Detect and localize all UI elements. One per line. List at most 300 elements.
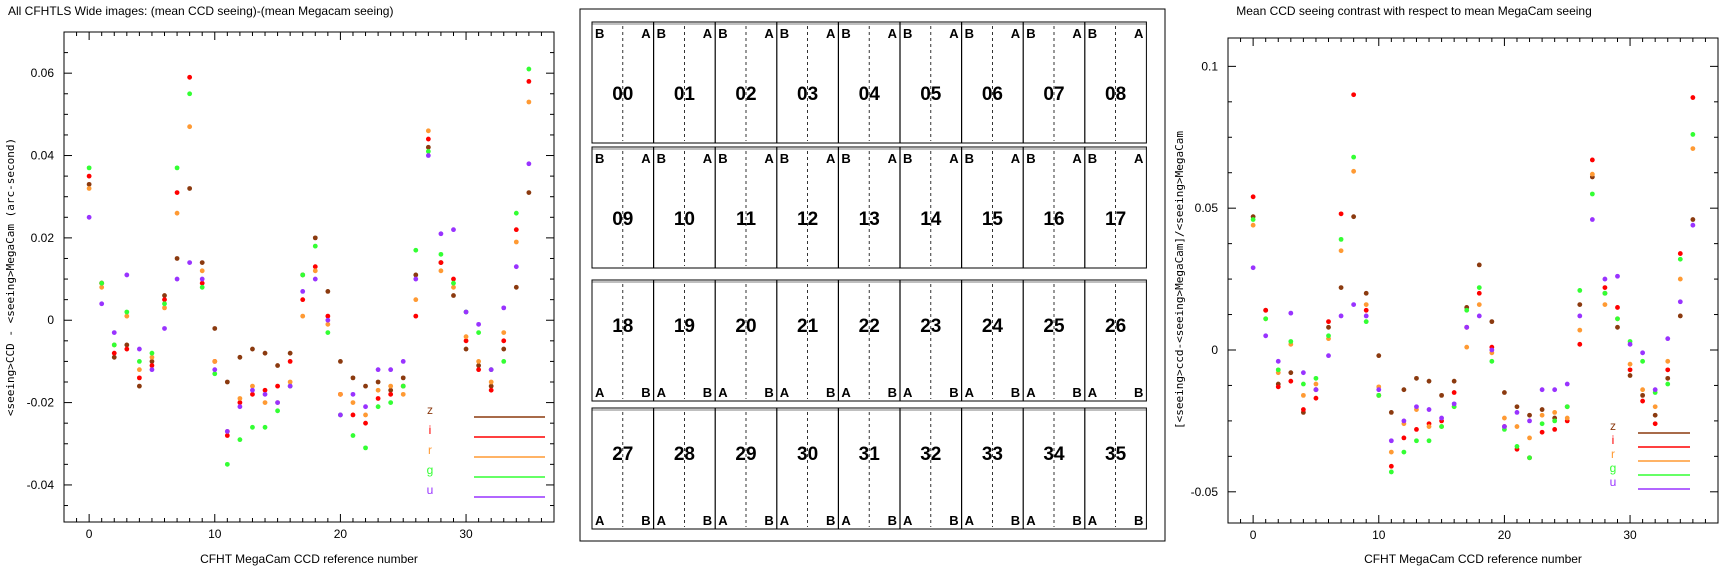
left-point-u-35 xyxy=(526,161,531,166)
right-point-r-24 xyxy=(1552,410,1557,415)
right-point-g-18 xyxy=(1477,285,1482,290)
left-point-r-17 xyxy=(300,314,305,319)
right-legend-label-u: u xyxy=(1609,475,1617,489)
right-point-u-0 xyxy=(1251,265,1256,270)
right-y-tick-label: -0.05 xyxy=(1190,484,1218,499)
right-point-u-27 xyxy=(1590,217,1595,222)
right-x-tick-label: 10 xyxy=(1372,528,1386,542)
right-point-r-20 xyxy=(1502,416,1507,421)
right-point-g-3 xyxy=(1288,339,1293,344)
left-point-g-0 xyxy=(87,165,92,170)
left-plot-frame xyxy=(64,32,554,522)
left-point-g-3 xyxy=(124,310,129,315)
ccd-17-number: 17 xyxy=(1105,209,1127,230)
ccd-12-number: 12 xyxy=(797,209,819,230)
right-point-z-7 xyxy=(1339,285,1344,290)
left-point-u-2 xyxy=(112,330,117,335)
right-point-z-6 xyxy=(1326,325,1331,330)
right-point-u-14 xyxy=(1427,407,1432,412)
ccd-09-amp-left: B xyxy=(595,151,605,166)
right-point-i-34 xyxy=(1678,251,1683,256)
left-point-r-14 xyxy=(263,400,268,405)
ccd-05-number: 05 xyxy=(920,84,942,105)
ccd-30-amp-left: A xyxy=(779,513,790,528)
left-point-g-28 xyxy=(439,252,444,257)
right-point-u-24 xyxy=(1552,387,1557,392)
left-point-z-12 xyxy=(237,355,242,360)
left-x-tick-label: 30 xyxy=(459,527,473,541)
left-point-i-13 xyxy=(250,392,255,397)
ccd-27-amp-right: B xyxy=(641,513,651,528)
right-point-u-11 xyxy=(1389,438,1394,443)
ccd-07-amp-left: B xyxy=(1026,26,1036,41)
right-point-u-13 xyxy=(1414,404,1419,409)
right-point-z-11 xyxy=(1389,410,1394,415)
ccd-27-amp-left: A xyxy=(595,513,605,528)
left-point-i-22 xyxy=(363,421,368,426)
right-point-r-9 xyxy=(1364,302,1369,307)
right-point-z-23 xyxy=(1540,407,1545,412)
right-point-u-22 xyxy=(1527,418,1532,423)
left-x-tick-label: 20 xyxy=(333,527,348,541)
left-point-r-29 xyxy=(451,285,456,290)
left-y-tick-label: 0.04 xyxy=(30,148,54,163)
ccd-16-amp-right: A xyxy=(1072,151,1082,166)
left-point-u-27 xyxy=(426,153,431,158)
right-point-u-1 xyxy=(1263,333,1268,338)
ccd-35-amp-right: B xyxy=(1134,513,1144,528)
ccd-25-amp-left: A xyxy=(1026,385,1036,400)
ccd-26-amp-right: B xyxy=(1134,385,1144,400)
right-point-i-32 xyxy=(1653,421,1658,426)
ccd-03-number: 03 xyxy=(797,84,819,105)
left-point-g-26 xyxy=(413,248,418,253)
left-point-u-14 xyxy=(263,392,268,397)
ccd-08-amp-left: B xyxy=(1087,26,1098,41)
left-point-r-24 xyxy=(388,384,393,389)
right-point-z-18 xyxy=(1477,263,1482,268)
right-point-u-19 xyxy=(1489,348,1494,353)
left-y-tick-label: -0.04 xyxy=(26,477,54,492)
right-point-z-29 xyxy=(1615,325,1620,330)
ccd-14-number: 14 xyxy=(920,209,942,230)
ccd-32-amp-right: B xyxy=(949,513,959,528)
left-point-r-3 xyxy=(124,314,129,319)
right-point-z-8 xyxy=(1351,214,1356,219)
left-point-i-11 xyxy=(225,433,230,438)
ccd-07-number: 07 xyxy=(1043,84,1065,105)
right-point-i-7 xyxy=(1339,211,1344,216)
right-point-g-19 xyxy=(1489,359,1494,364)
right-point-g-0 xyxy=(1251,217,1256,222)
ccd-33-number: 33 xyxy=(981,444,1003,465)
left-point-u-18 xyxy=(313,277,318,282)
left-point-u-19 xyxy=(325,318,330,323)
left-point-i-35 xyxy=(526,79,531,84)
right-point-u-17 xyxy=(1464,325,1469,330)
left-point-g-25 xyxy=(401,384,406,389)
left-axis-ticks xyxy=(27,32,554,541)
ccd-02-amp-right: A xyxy=(764,26,774,41)
left-point-g-27 xyxy=(426,149,431,154)
left-point-i-12 xyxy=(237,400,242,405)
ccd-34-number: 34 xyxy=(1043,444,1065,465)
left-point-r-4 xyxy=(137,367,142,372)
right-point-r-30 xyxy=(1628,362,1633,367)
left-point-z-15 xyxy=(275,363,280,368)
left-point-i-24 xyxy=(388,392,393,397)
right-point-u-21 xyxy=(1515,410,1520,415)
left-point-g-24 xyxy=(388,400,393,405)
ccd-02-amp-left: B xyxy=(718,26,728,41)
right-point-i-0 xyxy=(1251,194,1256,199)
left-point-z-3 xyxy=(124,343,129,348)
ccd-mosaic xyxy=(580,9,1165,541)
right-point-r-26 xyxy=(1577,328,1582,333)
left-point-z-22 xyxy=(363,384,368,389)
left-point-i-6 xyxy=(162,297,167,302)
ccd-00-number: 00 xyxy=(612,84,634,105)
right-point-u-3 xyxy=(1288,311,1293,316)
ccd-13-amp-right: A xyxy=(887,151,897,166)
left-point-g-23 xyxy=(376,404,381,409)
left-point-z-21 xyxy=(351,375,356,380)
ccd-23-number: 23 xyxy=(920,316,942,337)
ccd-34-amp-left: A xyxy=(1026,513,1036,528)
right-point-u-18 xyxy=(1477,314,1482,319)
right-point-u-15 xyxy=(1439,416,1444,421)
left-point-u-24 xyxy=(388,367,393,372)
left-point-g-6 xyxy=(162,301,167,306)
left-point-z-2 xyxy=(112,355,117,360)
right-point-i-24 xyxy=(1552,427,1557,432)
left-point-i-17 xyxy=(300,297,305,302)
left-point-u-28 xyxy=(439,231,444,236)
right-point-i-6 xyxy=(1326,319,1331,324)
ccd-06-number: 06 xyxy=(981,84,1003,105)
left-point-g-17 xyxy=(300,273,305,278)
right-point-i-2 xyxy=(1276,384,1281,389)
left-x-tick-label: 0 xyxy=(85,527,93,541)
ccd-29-amp-right: B xyxy=(764,513,774,528)
ccd-02-number: 02 xyxy=(735,84,757,105)
ccd-29-number: 29 xyxy=(735,444,757,465)
ccd-13-number: 13 xyxy=(858,209,880,230)
right-point-g-31 xyxy=(1640,359,1645,364)
left-point-u-25 xyxy=(401,359,406,364)
ccd-11-amp-right: A xyxy=(764,151,774,166)
ccd-15-amp-left: B xyxy=(964,151,974,166)
left-point-u-4 xyxy=(137,347,142,352)
left-point-z-10 xyxy=(212,326,217,331)
right-point-u-12 xyxy=(1401,418,1406,423)
ccd-16-amp-left: B xyxy=(1026,151,1036,166)
right-point-u-4 xyxy=(1301,370,1306,375)
ccd-14-amp-right: A xyxy=(949,151,959,166)
left-point-i-8 xyxy=(187,75,192,80)
right-point-i-3 xyxy=(1288,379,1293,384)
left-point-i-31 xyxy=(476,367,481,372)
ccd-20-amp-right: B xyxy=(764,385,774,400)
left-point-z-5 xyxy=(150,359,155,364)
right-point-g-34 xyxy=(1678,257,1683,262)
right-point-i-27 xyxy=(1590,158,1595,163)
left-point-u-8 xyxy=(187,260,192,265)
right-point-g-25 xyxy=(1565,404,1570,409)
left-point-z-16 xyxy=(288,351,293,356)
left-legend-label-i: i xyxy=(428,423,432,437)
ccd-26-number: 26 xyxy=(1105,316,1127,337)
left-point-i-27 xyxy=(426,137,431,142)
right-point-u-7 xyxy=(1339,314,1344,319)
ccd-04-amp-right: A xyxy=(887,26,897,41)
right-point-g-13 xyxy=(1414,438,1419,443)
ccd-10-amp-left: B xyxy=(656,151,666,166)
ccd-12-amp-left: B xyxy=(779,151,790,166)
right-point-z-19 xyxy=(1489,319,1494,324)
ccd-15-amp-right: A xyxy=(1010,151,1021,166)
left-point-r-26 xyxy=(413,297,418,302)
left-point-u-11 xyxy=(225,429,230,434)
right-point-r-4 xyxy=(1301,393,1306,398)
left-point-z-33 xyxy=(501,347,506,352)
left-point-r-10 xyxy=(212,359,217,364)
ccd-05-amp-right: A xyxy=(949,26,959,41)
left-point-u-7 xyxy=(175,277,180,282)
left-point-i-34 xyxy=(514,227,519,232)
ccd-18-amp-right: B xyxy=(641,385,651,400)
right-point-u-28 xyxy=(1603,277,1608,282)
left-legend-label-r: r xyxy=(428,443,432,457)
right-point-g-5 xyxy=(1314,376,1319,381)
right-point-u-31 xyxy=(1640,350,1645,355)
left-point-z-27 xyxy=(426,145,431,150)
ccd-24-amp-left: A xyxy=(964,385,974,400)
left-point-i-7 xyxy=(175,190,180,195)
ccd-19-amp-right: B xyxy=(702,385,713,400)
left-point-z-26 xyxy=(413,273,418,278)
right-point-z-33 xyxy=(1665,376,1670,381)
right-point-i-28 xyxy=(1603,285,1608,290)
left-point-i-4 xyxy=(137,375,142,380)
ccd-18-number: 18 xyxy=(612,316,634,337)
left-point-g-7 xyxy=(175,165,180,170)
right-point-z-30 xyxy=(1628,373,1633,378)
left-point-r-23 xyxy=(376,388,381,393)
right-point-g-2 xyxy=(1276,367,1281,372)
ccd-30-amp-right: B xyxy=(826,513,836,528)
right-legend xyxy=(1610,419,1690,489)
left-point-u-21 xyxy=(351,392,356,397)
right-point-u-8 xyxy=(1351,302,1356,307)
right-point-g-9 xyxy=(1364,319,1369,324)
right-legend-label-z: z xyxy=(1610,419,1616,433)
right-point-r-25 xyxy=(1565,416,1570,421)
left-data-points xyxy=(87,67,532,467)
right-point-g-15 xyxy=(1439,424,1444,429)
left-point-z-24 xyxy=(388,388,393,393)
right-point-r-23 xyxy=(1540,413,1545,418)
right-point-i-1 xyxy=(1263,308,1268,313)
ccd-06-amp-left: B xyxy=(964,26,974,41)
left-chart-title: All CFHTLS Wide images: (mean CCD seeing)-(mean Megacam seeing) xyxy=(8,4,394,18)
left-point-r-5 xyxy=(150,355,155,360)
left-point-r-0 xyxy=(87,186,92,191)
right-point-i-29 xyxy=(1615,305,1620,310)
right-point-z-15 xyxy=(1439,393,1444,398)
right-point-r-5 xyxy=(1314,382,1319,387)
left-point-g-13 xyxy=(250,425,255,430)
left-point-r-27 xyxy=(426,128,431,133)
right-point-z-21 xyxy=(1515,404,1520,409)
right-x-tick-label: 30 xyxy=(1623,528,1637,542)
left-point-i-28 xyxy=(439,260,444,265)
ccd-cells xyxy=(592,22,1146,529)
ccd-34-amp-right: B xyxy=(1072,513,1082,528)
ccd-28-number: 28 xyxy=(673,444,695,465)
right-point-i-5 xyxy=(1314,396,1319,401)
left-point-z-8 xyxy=(187,186,192,191)
left-point-r-30 xyxy=(464,334,469,339)
left-point-r-6 xyxy=(162,305,167,310)
left-point-r-16 xyxy=(288,380,293,385)
right-point-z-10 xyxy=(1376,353,1381,358)
left-point-r-28 xyxy=(439,268,444,273)
right-data-points xyxy=(1251,92,1696,474)
ccd-31-amp-left: A xyxy=(841,513,851,528)
left-point-g-8 xyxy=(187,91,192,96)
right-point-r-32 xyxy=(1653,404,1658,409)
left-point-u-20 xyxy=(338,413,343,418)
left-point-i-9 xyxy=(200,281,205,286)
left-point-i-5 xyxy=(150,363,155,368)
right-point-z-13 xyxy=(1414,376,1419,381)
right-point-r-27 xyxy=(1590,172,1595,177)
right-point-i-12 xyxy=(1401,436,1406,441)
left-point-r-33 xyxy=(501,330,506,335)
ccd-03-amp-right: A xyxy=(826,26,836,41)
left-point-u-26 xyxy=(413,277,418,282)
left-point-i-16 xyxy=(288,359,293,364)
left-point-g-19 xyxy=(325,330,330,335)
left-legend-label-u: u xyxy=(426,483,434,497)
left-point-u-23 xyxy=(376,367,381,372)
ccd-32-amp-left: A xyxy=(903,513,913,528)
left-point-r-32 xyxy=(489,380,494,385)
ccd-20-number: 20 xyxy=(735,316,757,337)
right-point-i-16 xyxy=(1452,390,1457,395)
left-point-g-34 xyxy=(514,211,519,216)
right-point-z-31 xyxy=(1640,393,1645,398)
ccd-19-number: 19 xyxy=(673,316,695,337)
right-point-u-5 xyxy=(1314,387,1319,392)
left-point-r-34 xyxy=(514,240,519,245)
right-point-z-9 xyxy=(1364,291,1369,296)
left-point-r-19 xyxy=(325,322,330,327)
ccd-19-amp-left: A xyxy=(656,385,666,400)
left-point-z-14 xyxy=(263,351,268,356)
ccd-31-amp-right: B xyxy=(887,513,897,528)
left-point-r-12 xyxy=(237,396,242,401)
left-point-g-15 xyxy=(275,408,280,413)
right-point-u-23 xyxy=(1540,387,1545,392)
right-point-z-35 xyxy=(1690,217,1695,222)
right-point-u-32 xyxy=(1653,387,1658,392)
right-legend-label-g: g xyxy=(1609,461,1617,475)
right-point-i-33 xyxy=(1665,367,1670,372)
right-point-u-6 xyxy=(1326,353,1331,358)
left-point-g-22 xyxy=(363,445,368,450)
ccd-24-number: 24 xyxy=(981,316,1003,337)
right-x-axis-label: CFHT MegaCam CCD reference number xyxy=(1364,552,1582,566)
left-point-i-14 xyxy=(263,388,268,393)
left-point-g-35 xyxy=(526,67,531,72)
ccd-35-number: 35 xyxy=(1105,444,1127,465)
right-y-tick-label: 0.05 xyxy=(1194,201,1218,216)
right-plot-frame xyxy=(1228,38,1718,523)
left-point-i-26 xyxy=(413,314,418,319)
right-point-r-8 xyxy=(1351,169,1356,174)
right-point-z-22 xyxy=(1527,413,1532,418)
right-point-i-23 xyxy=(1540,430,1545,435)
ccd-17-amp-left: B xyxy=(1087,151,1098,166)
left-point-i-32 xyxy=(489,388,494,393)
left-y-tick-label: 0.06 xyxy=(30,66,54,81)
right-point-g-7 xyxy=(1339,237,1344,242)
left-point-g-9 xyxy=(200,285,205,290)
right-point-r-0 xyxy=(1251,223,1256,228)
left-point-u-29 xyxy=(451,227,456,232)
left-point-u-31 xyxy=(476,322,481,327)
ccd-27-number: 27 xyxy=(612,444,634,465)
right-point-g-11 xyxy=(1389,470,1394,475)
left-point-z-20 xyxy=(338,359,343,364)
left-point-i-21 xyxy=(351,413,356,418)
left-point-z-25 xyxy=(401,375,406,380)
right-legend-label-r: r xyxy=(1611,447,1615,461)
left-point-z-4 xyxy=(137,384,142,389)
right-point-r-18 xyxy=(1477,302,1482,307)
left-point-r-35 xyxy=(526,100,531,105)
right-point-u-2 xyxy=(1276,359,1281,364)
left-point-z-29 xyxy=(451,293,456,298)
ccd-00-amp-left: B xyxy=(595,26,605,41)
left-point-g-14 xyxy=(263,425,268,430)
left-point-i-33 xyxy=(501,338,506,343)
right-point-z-14 xyxy=(1427,379,1432,384)
ccd-25-amp-right: B xyxy=(1072,385,1082,400)
left-point-z-11 xyxy=(225,380,230,385)
ccd-32-number: 32 xyxy=(920,444,942,465)
left-point-z-35 xyxy=(526,190,531,195)
left-point-u-1 xyxy=(99,301,104,306)
right-point-i-31 xyxy=(1640,399,1645,404)
ccd-18-amp-left: A xyxy=(595,385,605,400)
ccd-28-amp-right: B xyxy=(702,513,713,528)
right-point-i-4 xyxy=(1301,407,1306,412)
right-point-g-33 xyxy=(1665,382,1670,387)
ccd-21-number: 21 xyxy=(797,316,819,337)
left-y-tick-label: 0 xyxy=(47,313,54,328)
right-point-g-12 xyxy=(1401,450,1406,455)
left-point-r-21 xyxy=(351,400,356,405)
left-x-tick-label: 10 xyxy=(208,527,222,541)
ccd-26-amp-left: A xyxy=(1087,385,1098,400)
left-point-u-12 xyxy=(237,404,242,409)
left-point-g-12 xyxy=(237,437,242,442)
left-point-z-34 xyxy=(514,285,519,290)
ccd-23-amp-right: B xyxy=(949,385,959,400)
